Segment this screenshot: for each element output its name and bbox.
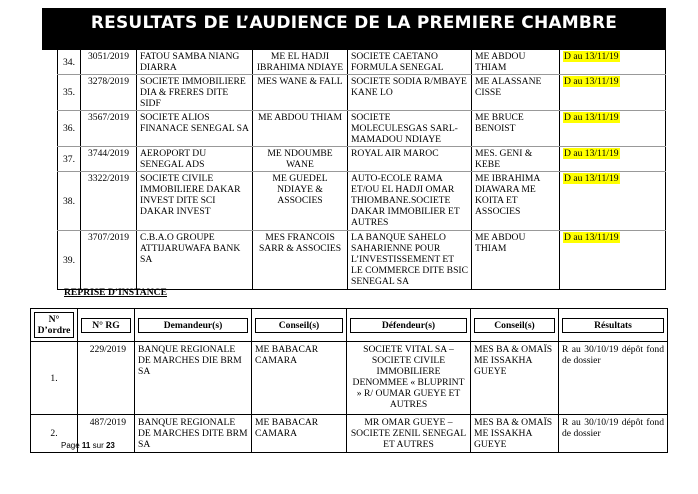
case-number: 229/2019 [78,342,135,415]
table-row [31,415,668,453]
table-row [58,147,666,172]
result-highlight: D au 13/11/19 [564,148,619,159]
plaintiff-counsel: MES WANE & FALL [253,75,348,111]
defendant-counsel: MES. GENI & KEBE [472,147,560,172]
case-number: 3051/2019 [81,50,137,75]
resumption-table [30,308,668,453]
result-cell [560,147,666,172]
plaintiff-counsel: ME BABACAR CAMARA [252,342,347,415]
defendant-counsel: ME ABDOU THIAM [472,50,560,75]
defendant-counsel: ME ABDOU THIAM [472,231,560,290]
result-highlight: D au 13/11/19 [564,51,619,62]
defendant-counsel: ME IBRAHIMA DIAWARA ME KOITA ET ASSOCIES [472,172,560,231]
section-title: REPRISE D’INSTANCE [64,287,167,298]
plaintiff: BANQUE REGIONALE DE MARCHES DIE BRM SA [135,342,252,415]
page-banner [42,8,666,50]
defendant-counsel: ME ALASSANE CISSE [472,75,560,111]
result-highlight: D au 13/11/19 [564,76,619,87]
plaintiff-counsel: MES FRANCOIS SARR & ASSOCIES [253,231,348,290]
defendant: AUTO-ECOLE RAMA ET/OU EL HADJI OMAR THIOMBANE.SOCIETE DAKAR IMMOBILIER ET AUTRES [348,172,472,231]
defendant: LA BANQUE SAHELO SAHARIENNE POUR L’INVESTISSEMENT ET LE COMMERCE DITE BSIC SENEGAL SA [348,231,472,290]
row-number: 1. [31,342,78,415]
header-results: Résultats [559,309,668,342]
table-row [58,75,666,111]
case-number: 3744/2019 [81,147,137,172]
table-header-row [31,309,668,342]
result: R au 30/10/19 dépôt fond de dossier [559,342,668,415]
defendant-counsel: MES BA & OMAÏS ME ISSAKHA GUEYE [471,342,559,415]
header-plaintiff: Demandeur(s) [135,309,252,342]
plaintiff: SOCIETE ALIOS FINANACE SENEGAL SA [137,111,253,147]
table-row [58,111,666,147]
result-cell [560,231,666,290]
page-title: RESULTATS DE L’AUDIENCE DE LA PREMIERE CHAMBRE [90,13,618,33]
row-number: 37. [58,147,81,172]
defendant: SOCIETE MOLECULESGAS SARL-MAMADOU NDIAYE [348,111,472,147]
plaintiff: FATOU SAMBA NIANG DIARRA [137,50,253,75]
plaintiff-counsel: ME BABACAR CAMARA [252,415,347,453]
header-defendant: Défendeur(s) [347,309,471,342]
plaintiff-counsel: ME ABDOU THIAM [253,111,348,147]
row-number: 39. [58,231,81,290]
defendant: MR OMAR GUEYE – SOCIETE ZENIL SENEGAL ET AUTRES [347,415,471,453]
plaintiff: AEROPORT DU SENEGAL ADS [137,147,253,172]
page-total: 23 [105,441,115,450]
plaintiff: SOCIETE IMMOBILIERE DIA & FRERES DITE SIDF [137,75,253,111]
plaintiff-counsel: ME EL HADJI IBRAHIMA NDIAYE [253,50,348,75]
defendant: ROYAL AIR MAROC [348,147,472,172]
defendant: SOCIETE SODIA R/MBAYE KANE LO [348,75,472,111]
case-number: 3567/2019 [81,111,137,147]
row-number: 35. [58,75,81,111]
defendant-counsel: MES BA & OMAÏS ME ISSAKHA GUEYE [471,415,559,453]
header-defendant-counsel: Conseil(s) [471,309,559,342]
results-table [57,50,666,290]
table-row [58,172,666,231]
case-number: 3278/2019 [81,75,137,111]
case-number: 487/2019 [78,415,135,453]
plaintiff-counsel: ME GUEDEL NDIAYE & ASSOCIES [253,172,348,231]
table-row [58,231,666,290]
table-row [58,50,666,75]
case-number: 3322/2019 [81,172,137,231]
result-cell [560,172,666,231]
page-number: 11 [81,441,91,450]
result-cell [560,75,666,111]
page-footer [61,441,115,450]
plaintiff: BANQUE REGIONALE DE MARCHES DITE BRM SA [135,415,252,453]
row-number: 2. [31,415,78,453]
table-row [31,342,668,415]
result-cell [560,50,666,75]
defendant: SOCIETE VITAL SA – SOCIETE CIVILE IMMOBILIERE DENOMMEE « BLUPRINT » R/ OUMAR GUEYE ET AUTRES [347,342,471,415]
case-number: 3707/2019 [81,231,137,290]
header-case-number: N° RG [78,309,135,342]
defendant-counsel: ME BRUCE BENOIST [472,111,560,147]
result: R au 30/10/19 dépôt fond de dossier [559,415,668,453]
row-number: 36. [58,111,81,147]
plaintiff: C.B.A.O GROUPE ATTIJARUWAFA BANK SA [137,231,253,290]
row-number: 34. [58,50,81,75]
result-highlight: D au 13/11/19 [564,173,619,184]
page-prefix: Page [61,441,80,450]
result-cell [560,111,666,147]
defendant: SOCIETE CAETANO FORMULA SENEGAL [348,50,472,75]
row-number: 38. [58,172,81,231]
header-plaintiff-counsel: Conseil(s) [252,309,347,342]
page-separator: sur [92,441,104,450]
plaintiff: SOCIETE CIVILE IMMOBILIERE DAKAR INVEST DITE SCI DAKAR INVEST [137,172,253,231]
header-order-number: N° D’ordre [31,309,78,342]
result-highlight: D au 13/11/19 [564,232,619,243]
plaintiff-counsel: ME NDOUMBE WANE [253,147,348,172]
result-highlight: D au 13/11/19 [564,112,619,123]
